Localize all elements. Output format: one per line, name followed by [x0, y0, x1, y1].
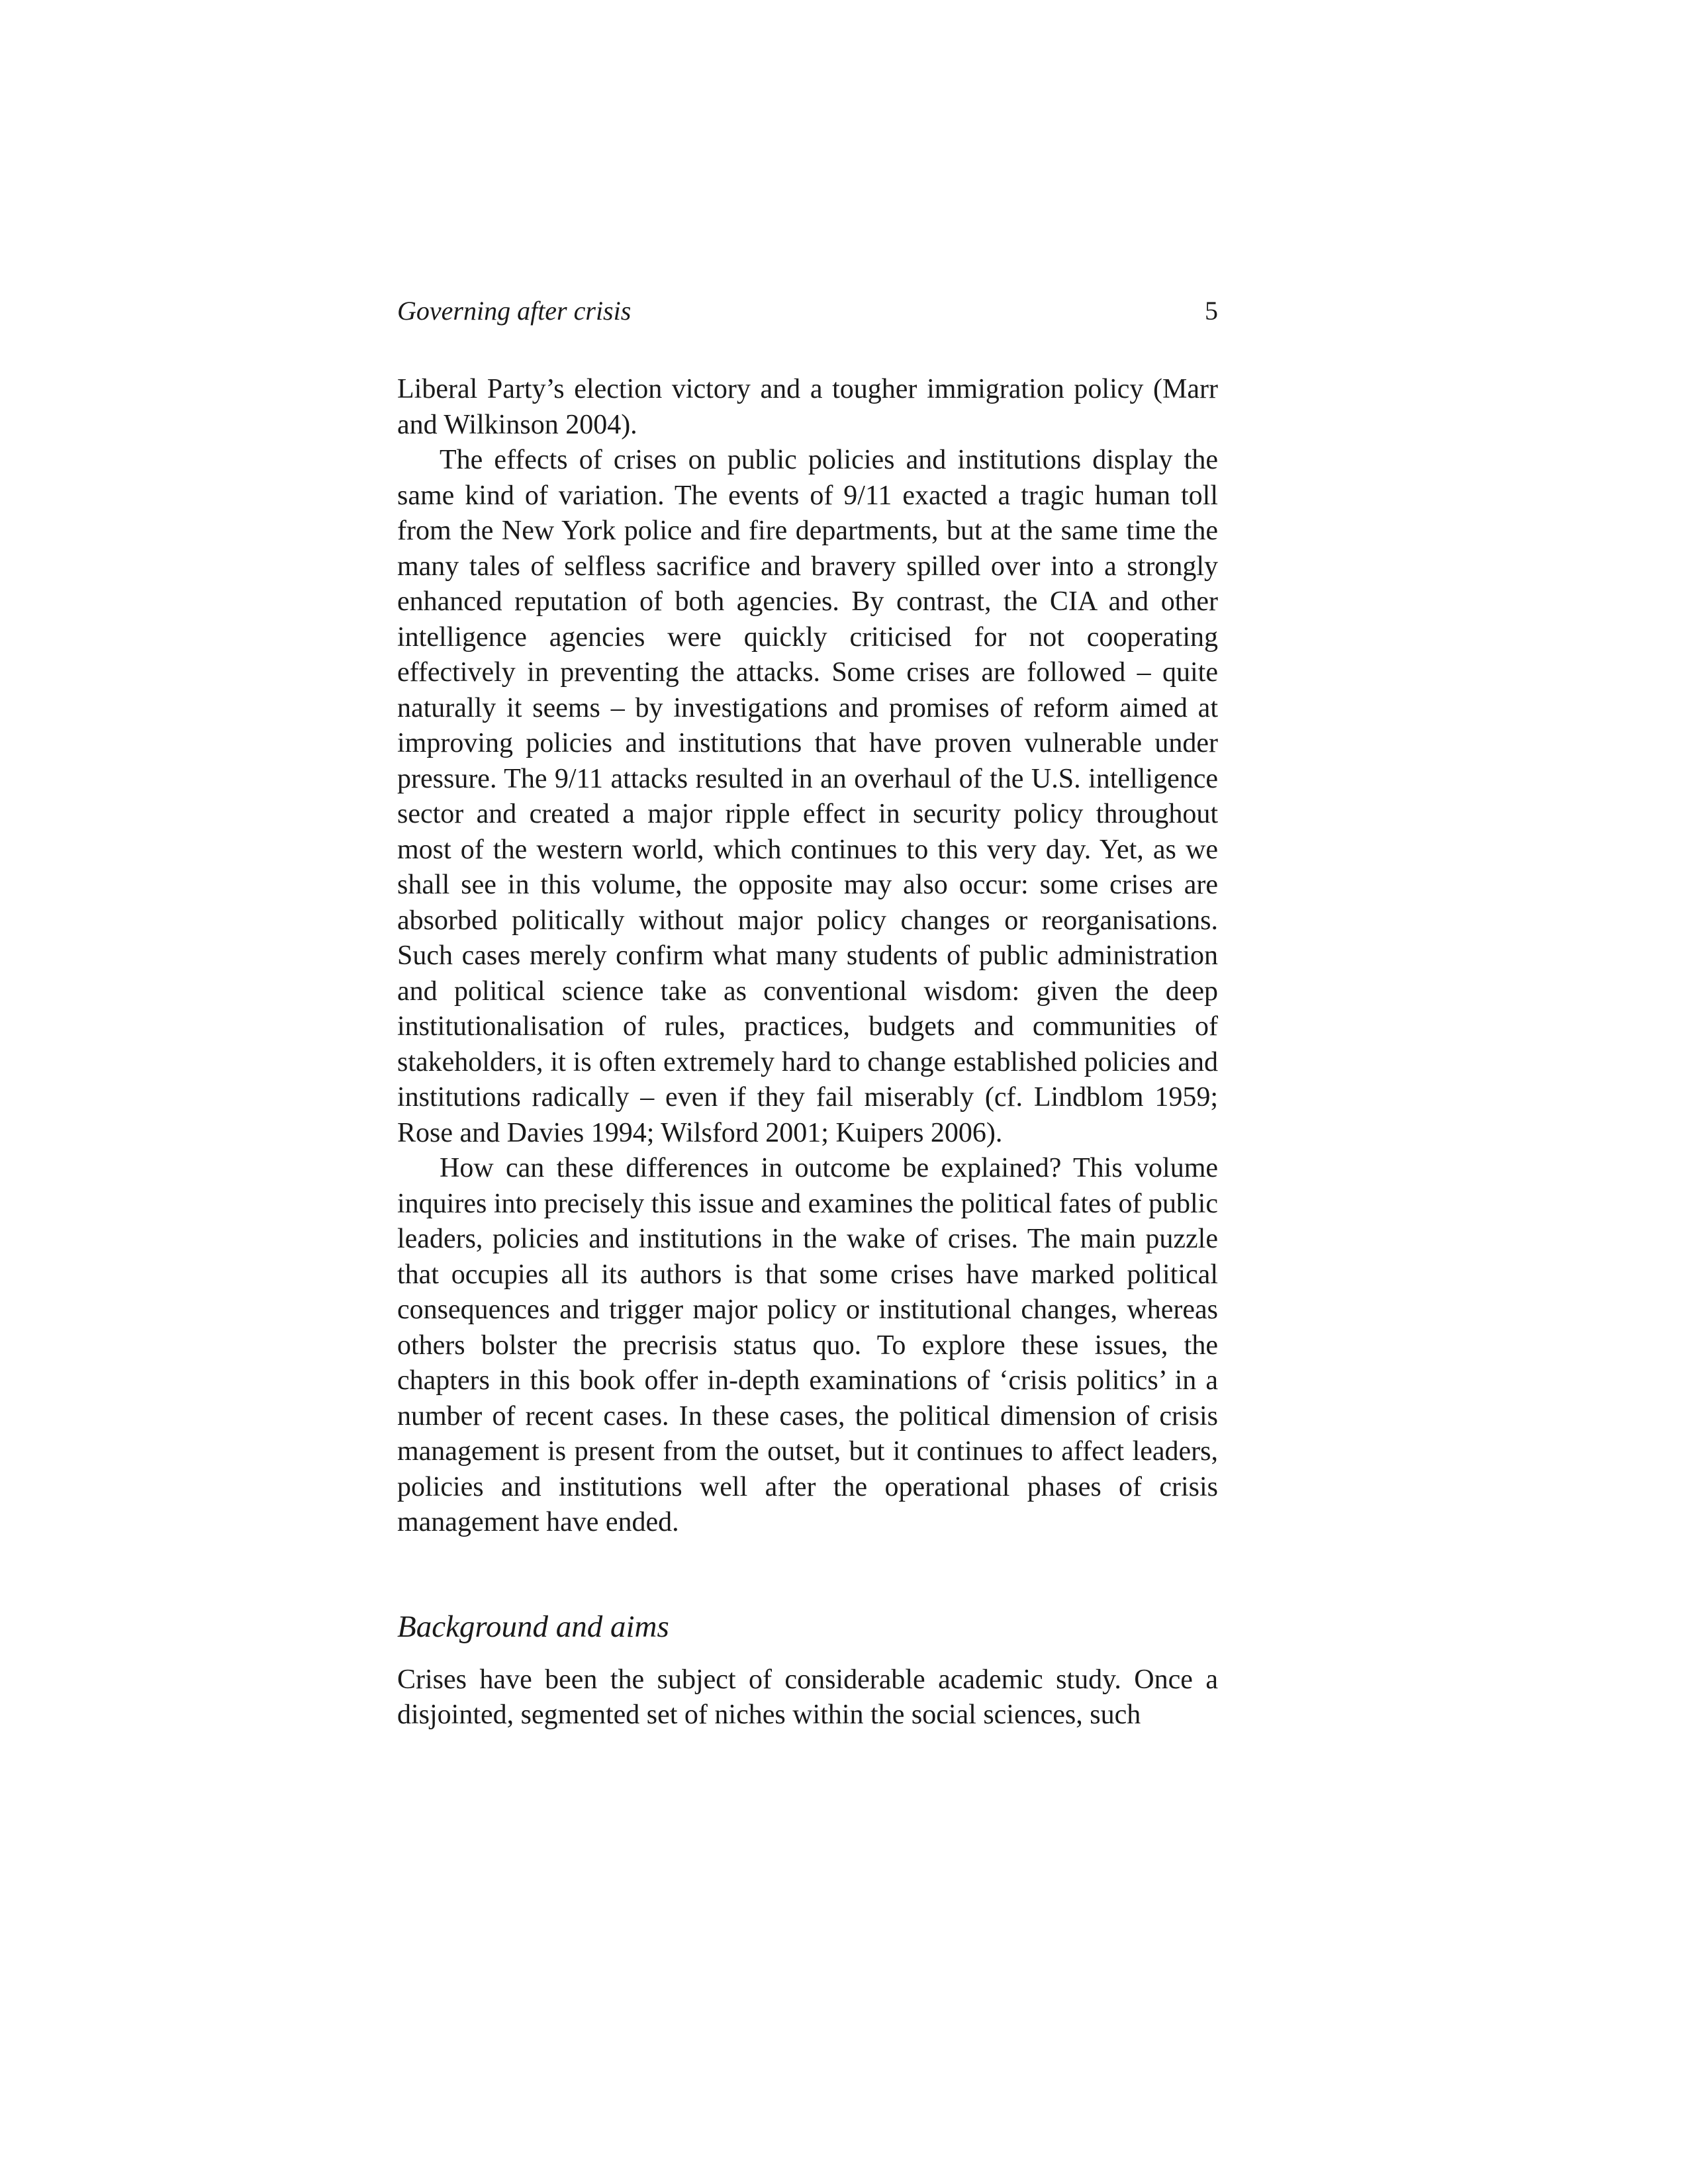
paragraph-background: Crises have been the subject of considerable academic study. Once a disjointed, segmented set of niches within the social sciences, such: [397, 1664, 1218, 1730]
section-heading: Background and aims: [397, 1609, 669, 1644]
book-page: [397, 291, 1218, 1733]
paragraph-differences-in-outcome: How can these differences in outcome be explained? This volume inquires into precisely this issue and examines the political fates of public leaders, policies and institutions in the wake of crises. The main puzzle that occupies all its authors is that some crises have marked political consequences and trigger major policy or institutional changes, whereas others bolster the precrisis status quo. To explore these issues, the chapters in this book offer in-depth examinations of ‘crisis politics’ in a number of recent cases. In these cases, the political dimension of crisis management is present from the outset, but it continues to affect leaders, policies and institutions well after the operational phases of crisis management have ended.: [397, 1153, 1218, 1537]
paragraph-effects-of-crises: The effects of crises on public policies and institutions display the same kind of variation. The events of 9/11 exacted a tragic human toll from the New York police and fire departments, but at the same time the many tales of selfless sacrifice and bravery spilled over into a strongly enhanced reputation of both agencies. By contrast, the CIA and other intelligence agencies were quickly criticised for not cooperating effectively in preventing the attacks. Some crises are followed – quite naturally it seems – by investigations and promises of reform aimed at improving policies and institutions that have proven vulnerable under pressure. The 9/11 attacks resulted in an overhaul of the U.S. intelligence sector and created a major ripple effect in security policy throughout most of the western world, which continues to this very day. Yet, as we shall see in this volume, the opposite may also occur: some crises are absorbed politically without major policy changes or reorganisations. Such cases merely confirm what many students of public administration and political science take as conventional wisdom: given the deep institutionalisation of rules, practices, budgets and communities of stakeholders, it is often extremely hard to change established policies and institutions radically – even if they fail miserably (cf. Lindblom 1959; Rose and Davies 1994; Wilsford 2001; Kuipers 2006).: [397, 445, 1218, 1148]
paragraph-continuation: Liberal Party’s election victory and a tougher immigration policy (Marr and Wilkinson 2004).: [397, 374, 1218, 440]
page-number: 5: [1205, 296, 1218, 326]
running-head: [397, 291, 1218, 331]
body-text: [397, 372, 1218, 1733]
running-head-title: Governing after crisis: [397, 296, 632, 326]
